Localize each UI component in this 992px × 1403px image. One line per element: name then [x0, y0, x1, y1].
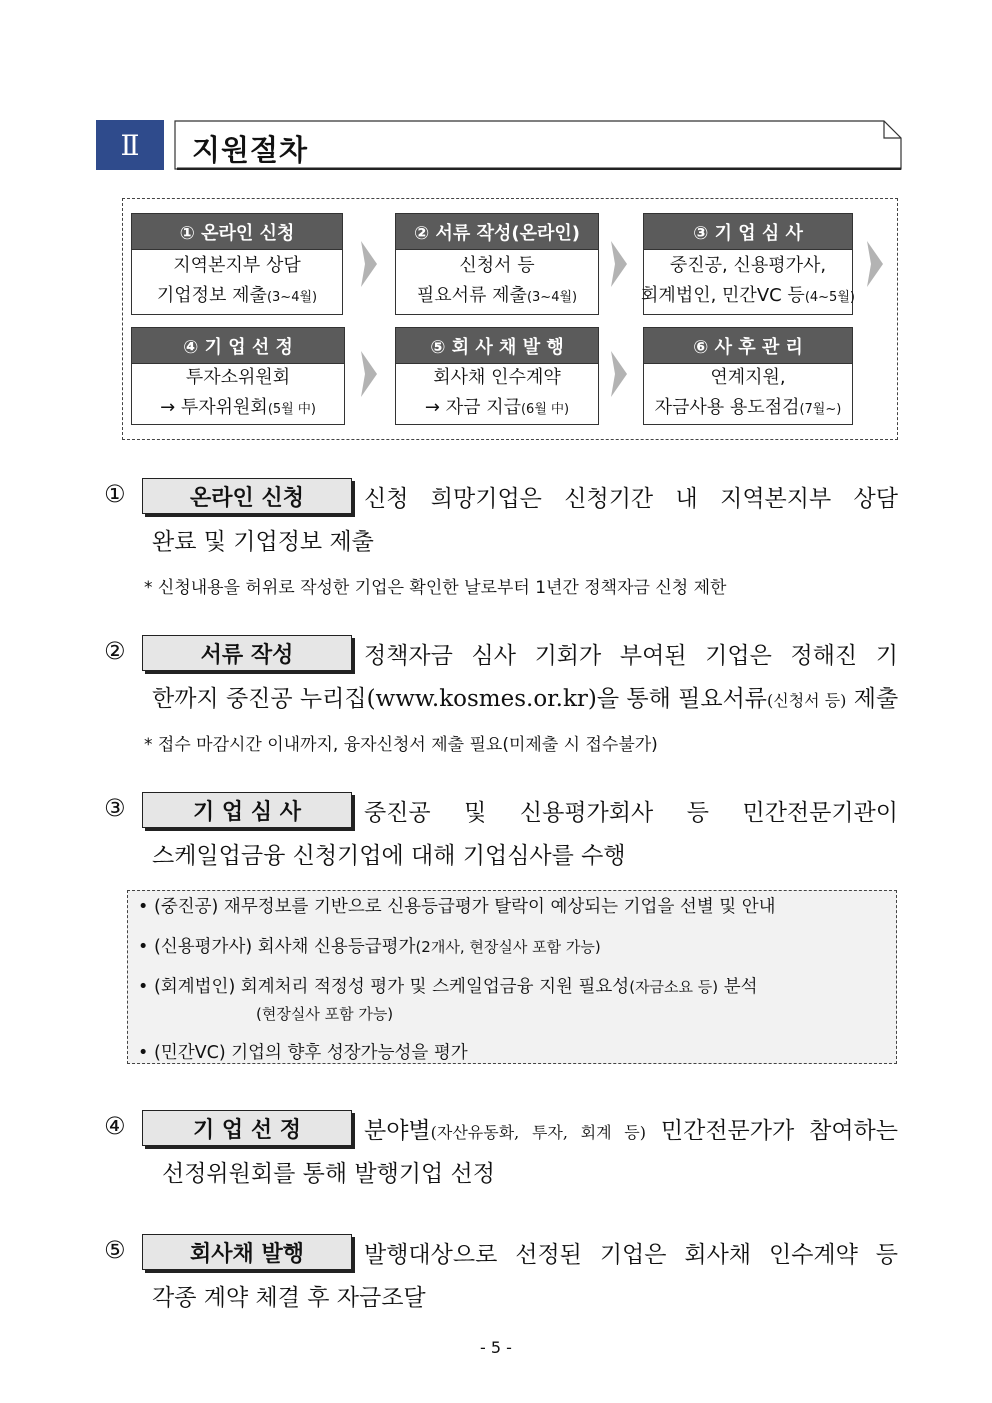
item-label: 기 업 심 사: [142, 792, 352, 828]
item-online-application: [104, 478, 904, 598]
item-description: 정책자금 심사 기회가 부여된 기업은 정해진 기: [364, 643, 898, 669]
flow-step-head: ⑥ 사 후 관 리: [644, 328, 852, 364]
flow-step-line: 중진공, 신용평가사,: [669, 255, 827, 276]
item-number: ①: [104, 480, 126, 508]
flow-step-line: → 자금 지급: [424, 397, 521, 418]
item-label: 회사채 발행: [142, 1234, 352, 1270]
item-description-cont: 한까지 중진공 누리집(www.kosmes.or.kr)을 통해 필요서류(신청서 등) 제출: [152, 686, 899, 712]
item-description: 신청 희망기업은 신청기간 내 지역본지부 상담: [364, 486, 898, 512]
flow-step-period: (3~4월): [526, 290, 578, 305]
item-description: 중진공 및 신용평가회사 등 민간전문기관이: [364, 800, 898, 826]
flow-step-period: (7월~): [799, 402, 842, 417]
flow-step-line: 투자소위원회: [185, 367, 291, 388]
flow-step-4: [131, 327, 345, 425]
flow-step-head: ④ 기 업 선 정: [132, 328, 344, 364]
process-flow: [122, 198, 898, 440]
detail-bullet: • (민간VC) 기업의 향후 성장가능성을 평가: [138, 1043, 468, 1063]
section-title: 지원절차: [192, 133, 309, 167]
detail-bullet: • (중진공) 재무정보를 기반으로 신용등급평가 탈락이 예상되는 기업을 선별 및 안내: [138, 897, 776, 917]
item-note: * 신청내용을 허위로 작성한 기업은 확인한 날로부터 1년간 정책자금 신청 제한: [144, 578, 727, 598]
flow-step-6: [643, 327, 853, 425]
flow-arrow-icon: [361, 241, 377, 287]
flow-step-period: (3~4월): [266, 290, 318, 305]
item-note: * 접수 마감시간 이내까지, 융자신청서 제출 필요(미제출 시 접수불가): [144, 735, 658, 755]
flow-step-head: ② 서류 작성(온라인): [396, 214, 598, 250]
detail-bullet: • (신용평가사) 회사채 신용등급평가(2개사, 현장실사 포함 가능): [138, 937, 601, 957]
detail-bullet-cont: (현장실사 포함 가능): [256, 1005, 394, 1023]
flow-step-5: [395, 327, 599, 425]
flow-arrow-icon: [867, 241, 883, 287]
item-number: ②: [104, 637, 126, 665]
flow-step-line: 연계지원,: [710, 367, 786, 388]
item-number: ⑤: [104, 1236, 126, 1264]
flow-step-line: 필요서류 제출: [416, 285, 527, 306]
flow-step-period: (6월 中): [520, 402, 570, 417]
item-label: 온라인 신청: [142, 478, 352, 514]
flow-step-period: (5월 中): [267, 402, 316, 417]
flow-step-3: [643, 213, 853, 315]
item-description-cont: 스케일업금융 신청기업에 대해 기업심사를 수행: [152, 843, 626, 869]
flow-step-line: 회사채 인수계약: [433, 367, 561, 388]
flow-step-period: (4~5월): [804, 290, 855, 305]
item-description: 분야별(자산유동화, 투자, 회계 등) 민간전문가가 참여하는: [364, 1118, 898, 1144]
item-number: ④: [104, 1112, 126, 1140]
item-number: ③: [104, 794, 126, 822]
item-company-review: [104, 792, 904, 872]
item-description: 발행대상으로 선정된 기업은 회사채 인수계약 등: [364, 1242, 898, 1268]
flow-step-line: → 투자위원회: [160, 397, 268, 418]
flow-step-line: 기업정보 제출: [156, 285, 267, 306]
flow-step-line: 지역본지부 상담: [173, 255, 301, 276]
flow-step-2: [395, 213, 599, 315]
page-number: - 5 -: [480, 1338, 512, 1357]
flow-step-line: 회계법인, 민간VC 등: [641, 285, 805, 306]
item-label: 서류 작성: [142, 635, 352, 671]
item-bond-issuance: [104, 1234, 904, 1314]
flow-step-head: ③ 기 업 심 사: [644, 214, 852, 250]
flow-step-line: 신청서 등: [459, 255, 535, 276]
item-label: 기 업 선 정: [142, 1110, 352, 1146]
item-company-selection: [104, 1110, 904, 1190]
section-number: Ⅱ: [96, 120, 164, 170]
flow-step-head: ① 온라인 신청: [132, 214, 342, 250]
item-document-writing: [104, 635, 904, 755]
review-detail-box: [127, 890, 897, 1064]
detail-bullet: • (회계법인) 회계처리 적정성 평가 및 스케일업금융 지원 필요성(자금소요 등) 분석: [138, 977, 758, 997]
flow-arrow-icon: [361, 351, 377, 397]
flow-step-line: 자금사용 용도점검: [654, 397, 800, 418]
flow-arrow-icon: [611, 351, 627, 397]
item-description-cont: 각종 계약 체결 후 자금조달: [152, 1285, 426, 1311]
flow-step-1: [131, 213, 343, 315]
section-title-box: [174, 120, 902, 170]
item-description-cont: 완료 및 기업정보 제출: [152, 529, 374, 555]
flow-step-head: ⑤ 회 사 채 발 행: [396, 328, 598, 364]
flow-arrow-icon: [611, 241, 627, 287]
item-description-cont: 선정위원회를 통해 발행기업 선정: [162, 1161, 495, 1187]
